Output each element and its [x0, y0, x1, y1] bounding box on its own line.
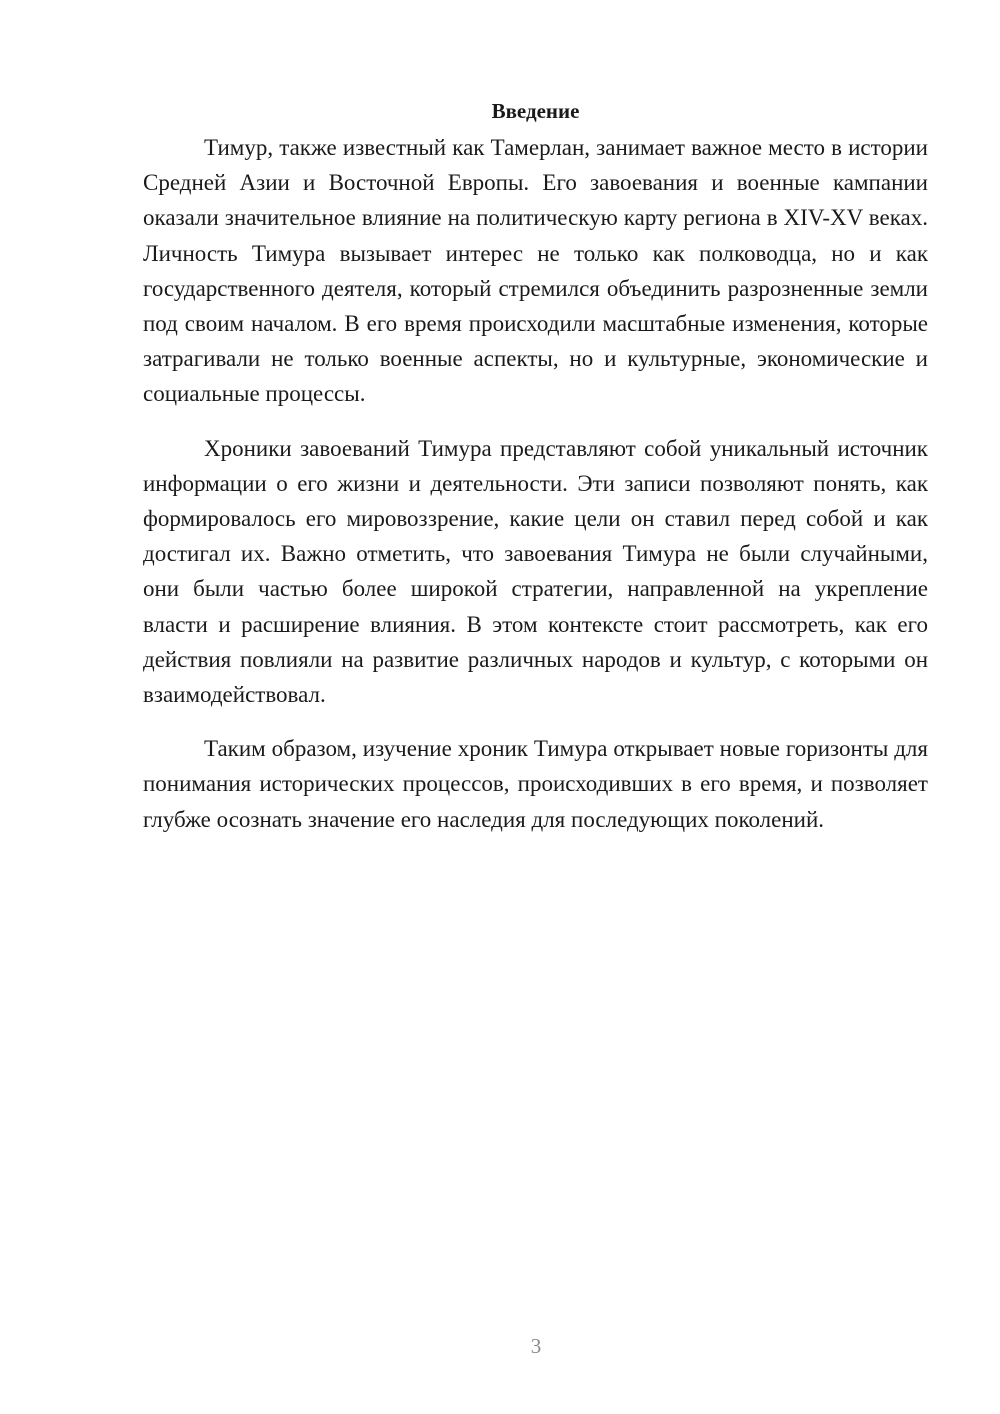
page-content — [143, 96, 928, 856]
paragraph-3: Таким образом, изучение хроник Тимура открывает новые горизонты для понимания исторических процессов, происходивших в его время, и позволяет глубже осознать значение его наследия для последующих поколений. — [143, 736, 928, 832]
paragraph-1: Тимур, также известный как Тамерлан, занимает важное место в истории Средней Азии и Восточной Европы. Его завоевания и военные кампании оказали значительное влияние на политическую карту региона в XIV-XV веках. Личность Тимура вызывает интерес не только как полководца, но и как государственного деятеля, который стремился объединить разрозненные земли под своим началом. В его время происходили масштабные изменения, которые затрагивали не только военные аспекты, но и культурные, экономические и социальные процессы. — [143, 135, 928, 407]
paragraph-2: Хроники завоеваний Тимура представляют собой уникальный источник информации о его жизни и деятельности. Эти записи позволяют понять, как формировалось его мировоззрение, какие цели он ставил перед собой и как достигал их. Важно отметить, что завоевания Тимура не были случайными, они были частью более широкой стратегии, направленной на укрепление власти и расширение влияния. В этом контексте стоит рассмотреть, как его действия повлияли на развитие различных народов и культур, с которыми он взаимодействовал. — [143, 435, 928, 708]
section-heading: Введение — [491, 99, 580, 123]
page-number: 3 — [530, 1334, 542, 1358]
